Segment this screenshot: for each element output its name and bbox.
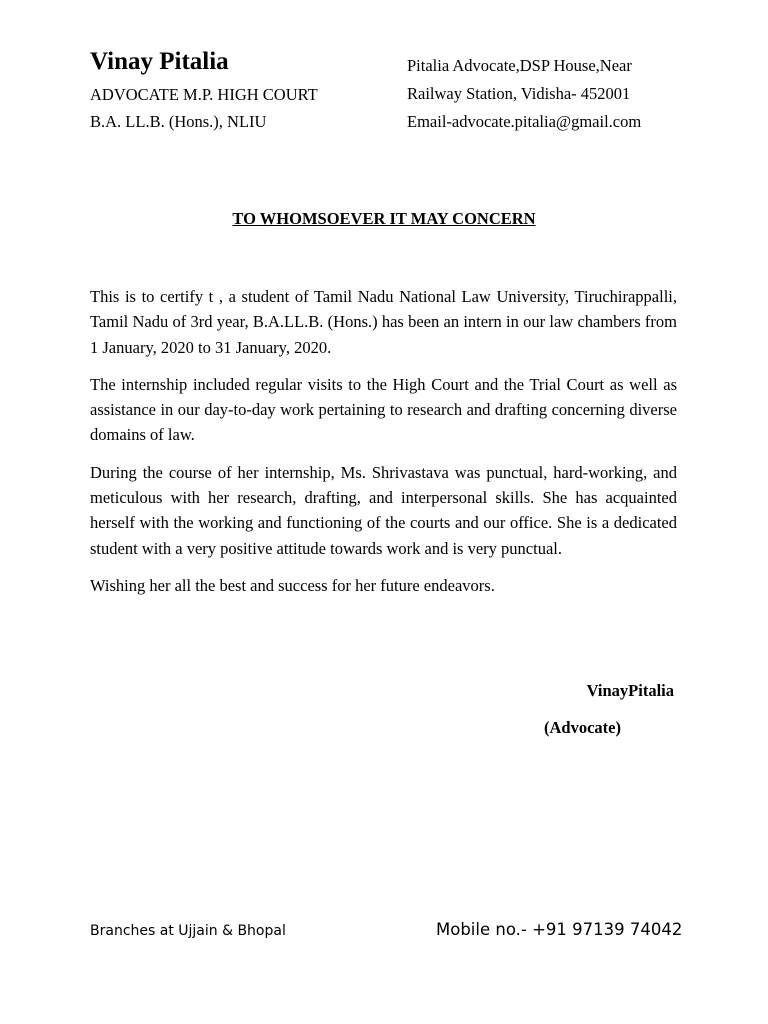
footer-branches: Branches at Ujjain & Bhopal xyxy=(90,923,286,939)
letterhead-right xyxy=(407,52,641,136)
letter-body xyxy=(90,284,677,610)
paragraph: This is to certify t , a student of Tamil Nadu National Law University, Tiruchirappalli, Tamil Nadu of 3rd year, B.A.LL.B. (Hons.) has been an intern in our law chambers from 1 January, 2020 to 31 January, 2020. xyxy=(90,287,677,357)
document-heading: TO WHOMSOEVER IT MAY CONCERN xyxy=(232,209,536,228)
advocate-name: Vinay Pitalia xyxy=(90,48,229,75)
paragraph: Wishing her all the best and success for her future endeavors. xyxy=(90,575,495,595)
designation: ADVOCATE M.P. HIGH COURT xyxy=(90,85,318,104)
signature-name: VinayPitalia xyxy=(586,681,674,700)
paragraph: During the course of her internship, Ms. Shrivastava was punctual, hard-working, and meticulous with her research, drafting, and interpersonal skills. She has acquainted herself with the working and functioning of the courts and our office. She is a dedicated student with a very positive attitude towards work and is very punctual. xyxy=(90,462,677,558)
address-line-1: Pitalia Advocate,DSP House,Near xyxy=(407,56,632,75)
footer-mobile: Mobile no.- +91 97139 74042 xyxy=(436,920,683,939)
email: Email-advocate.pitalia@gmail.com xyxy=(407,112,642,131)
signature-title: (Advocate) xyxy=(544,718,621,737)
qualification: B.A. LL.B. (Hons.), NLIU xyxy=(90,112,267,131)
paragraph: The internship included regular visits to the High Court and the Trial Court as well as assistance in our day-to-day work pertaining to research and drafting concerning diverse domains of law. xyxy=(90,374,677,445)
letterhead-left xyxy=(90,46,318,135)
address-line-2: Railway Station, Vidisha- 452001 xyxy=(407,84,631,103)
